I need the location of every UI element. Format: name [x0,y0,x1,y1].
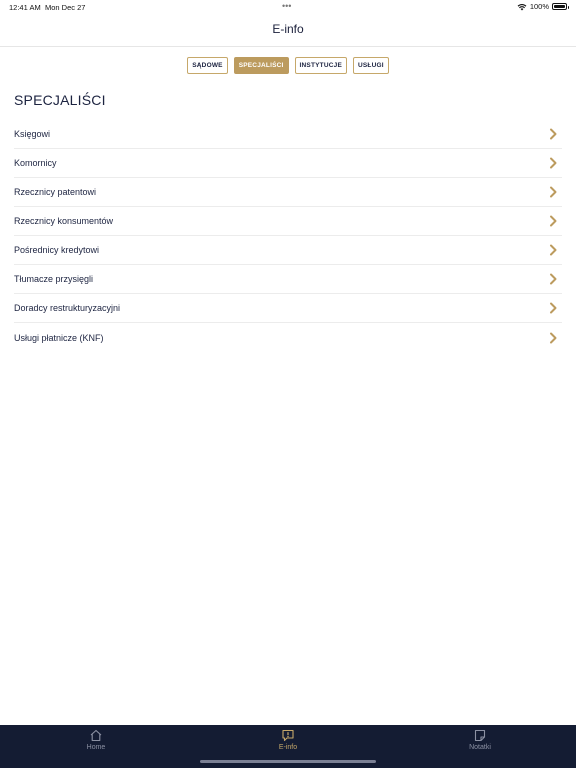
tab-instytucje[interactable]: INSTYTUCJE [295,57,347,74]
category-tabs [0,57,576,74]
list-item[interactable] [14,265,562,294]
list-item[interactable] [14,207,562,236]
tabbar-home[interactable] [66,729,126,751]
tab-specjalisci[interactable]: SPECJALIŚCI [234,57,289,74]
list-item-label: Księgowi [14,129,51,139]
battery-icon [552,3,567,10]
list-item[interactable] [14,178,562,207]
wifi-icon [517,3,527,11]
chevron-right-icon [548,302,558,314]
chevron-right-icon [548,128,558,140]
chevron-right-icon [548,332,558,344]
tabbar-einfo[interactable] [258,729,318,751]
info-bubble-icon [281,729,295,742]
list-item-label: Komornicy [14,158,57,168]
list-item-label: Pośrednicy kredytowi [14,245,100,255]
section-heading: SPECJALIŚCI [14,92,106,108]
tab-uslugi[interactable]: USŁUGI [353,57,389,74]
list-item[interactable] [14,323,562,352]
chevron-right-icon [548,157,558,169]
tabbar-einfo-label: E-info [278,744,298,751]
tabbar-home-label: Home [86,744,106,751]
chevron-right-icon [548,186,558,198]
home-icon [89,729,103,742]
chevron-right-icon [548,273,558,285]
chevron-right-icon [548,244,558,256]
list-item-label: Rzecznicy patentowi [14,187,97,197]
tabbar-notatki-label: Notatki [469,744,491,751]
list-item-label: Tłumacze przysięgli [14,274,94,284]
list-item[interactable] [14,120,562,149]
status-bar [0,0,576,14]
note-icon [473,729,487,742]
status-time: 12:41 AM [9,3,41,12]
multitasking-dots-icon[interactable]: ••• [282,1,292,11]
specialists-list [14,120,562,352]
status-right [517,2,567,11]
navigation-bar [0,14,576,47]
status-date: Mon Dec 27 [45,3,86,12]
battery-percent: 100% [529,2,549,11]
list-item[interactable] [14,149,562,178]
list-item-label: Rzecznicy konsumentów [14,216,114,226]
chevron-right-icon [548,215,558,227]
tab-sadowe[interactable]: SĄDOWE [187,57,227,74]
page-title: E-info [272,22,304,36]
list-item[interactable] [14,236,562,265]
home-indicator[interactable] [200,760,376,763]
list-item-label: Doradcy restrukturyzacyjni [14,303,121,313]
list-item[interactable] [14,294,562,323]
tabbar-notatki[interactable] [450,729,510,751]
list-item-label: Usługi płatnicze (KNF) [14,332,104,343]
